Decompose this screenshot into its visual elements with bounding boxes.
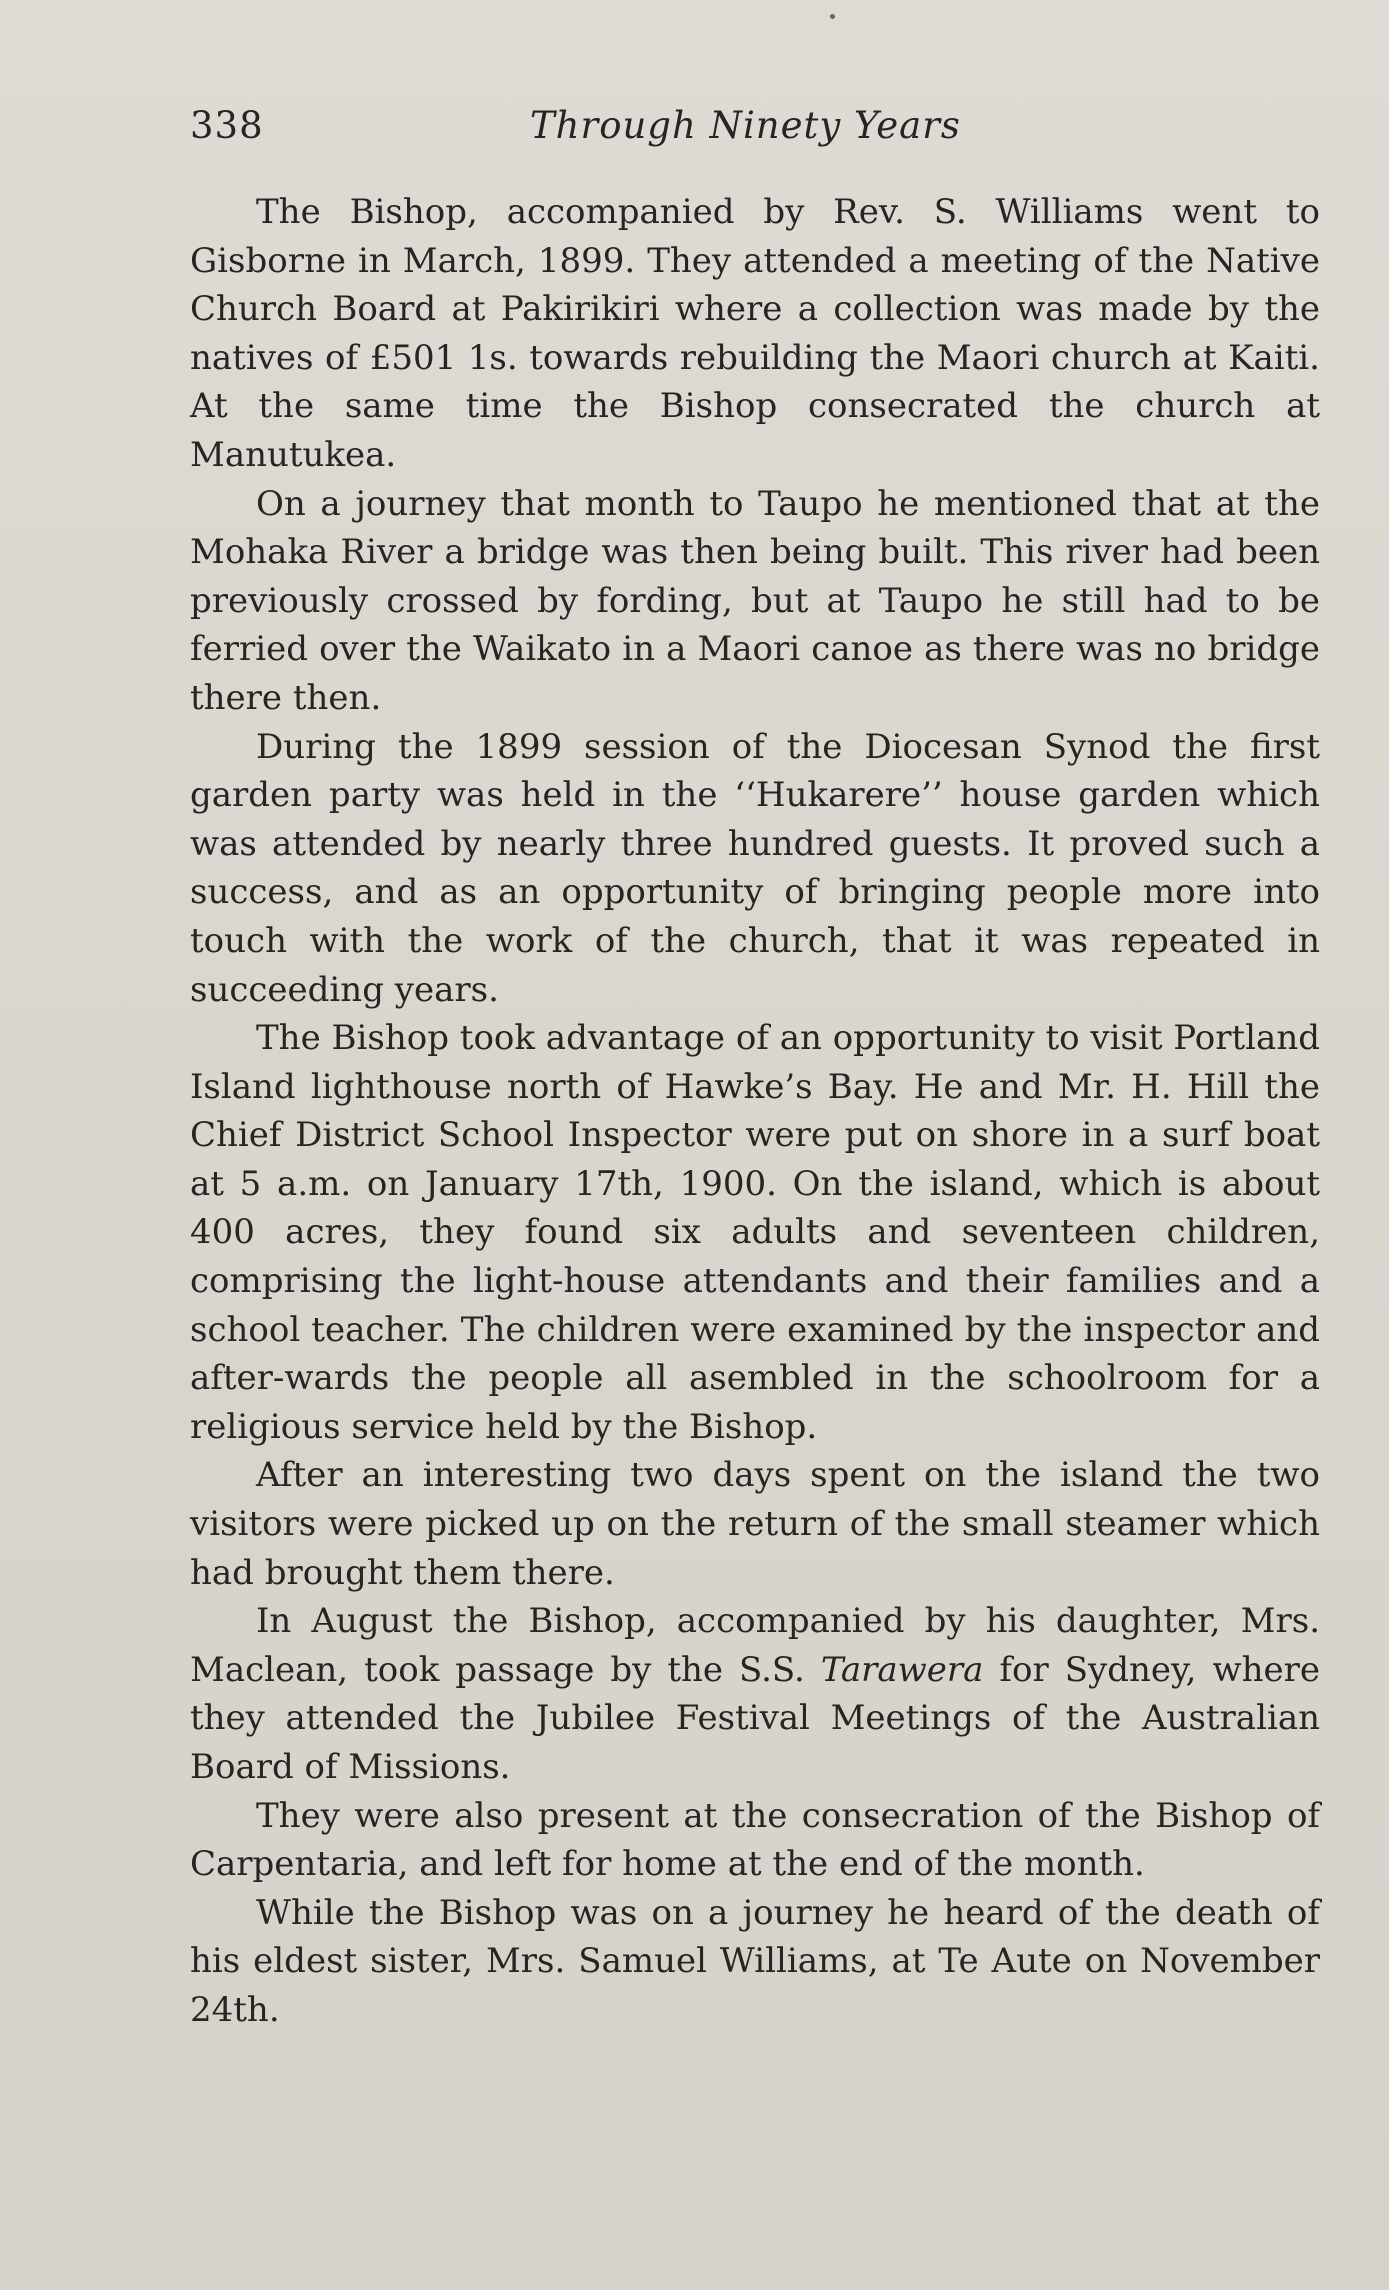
running-title: Through Ninety Years <box>530 104 961 147</box>
page-number: 338 <box>190 104 264 147</box>
sydney-text-after: for Sydney, where they attended the Jubilee Festival Meetings of the Australian Board of Missions. <box>190 1649 1320 1787</box>
paragraph-gisborne-visit: The Bishop, accompanied by Rev. S. Williams went to Gisborne in March, 1899. They attended a meeting of the Native Church Board at Pakirikiri where a collection was made by the natives of £501 1s. towards rebuilding the Maori church at Kaiti. At the same time the Bishop consecrated the church at Manutukea. <box>190 192 1320 475</box>
ship-name: Tarawera <box>820 1649 984 1690</box>
sydney-text-before: In August the Bishop, accompanied by his daughter, Mrs. Maclean, took passage by the S.S. <box>190 1601 1320 1690</box>
paragraph-taupo-journey: On a journey that month to Taupo he mentioned that at the Mohaka River a bridge was then being built. This river had been previously crossed by fording, but at Taupo he still had to be ferried over the Waikato in a Maori canoe as there was no bridge there then. <box>190 483 1320 718</box>
body-text <box>190 188 1320 2035</box>
paragraph-carpentaria-consecration: They were also present at the consecration of the Bishop of Carpentaria, and left for home at the end of the month. <box>190 1795 1320 1885</box>
paragraph-sydney-voyage <box>190 1597 1320 1791</box>
paragraph-portland-island: The Bishop took advantage of an opportunity to visit Portland Island lighthouse north of Hawke’s Bay. He and Mr. H. Hill the Chief District School Inspector were put on shore in a surf boat at 5 a.m. on January 17th, 1900. On the island, which is about 400 acres, they found six adults and seventeen children, comprising the light-house attendants and their families and a school teacher. The children were examined by the inspector and after-wards the people all asembled in the schoolroom for a religious service held by the Bishop. <box>190 1018 1320 1447</box>
page-header <box>190 104 1320 160</box>
paragraph-garden-party: During the 1899 session of the Diocesan Synod the first garden party was held in the ‘‘Hukarere’’ house garden which was attended by nearly three hundred guests. It proved such a success, and as an opportunity of bringing people more into touch with the work of the church, that it was repeated in succeeding years. <box>190 726 1320 1010</box>
paper-speck <box>830 14 835 19</box>
paragraph-sister-death: While the Bishop was on a journey he heard of the death of his eldest sister, Mrs. Samuel Williams, at Te Aute on November 24th. <box>190 1892 1320 2030</box>
paragraph-island-return: After an interesting two days spent on the island the two visitors were picked up on the return of the small steamer which had brought them there. <box>190 1455 1320 1593</box>
